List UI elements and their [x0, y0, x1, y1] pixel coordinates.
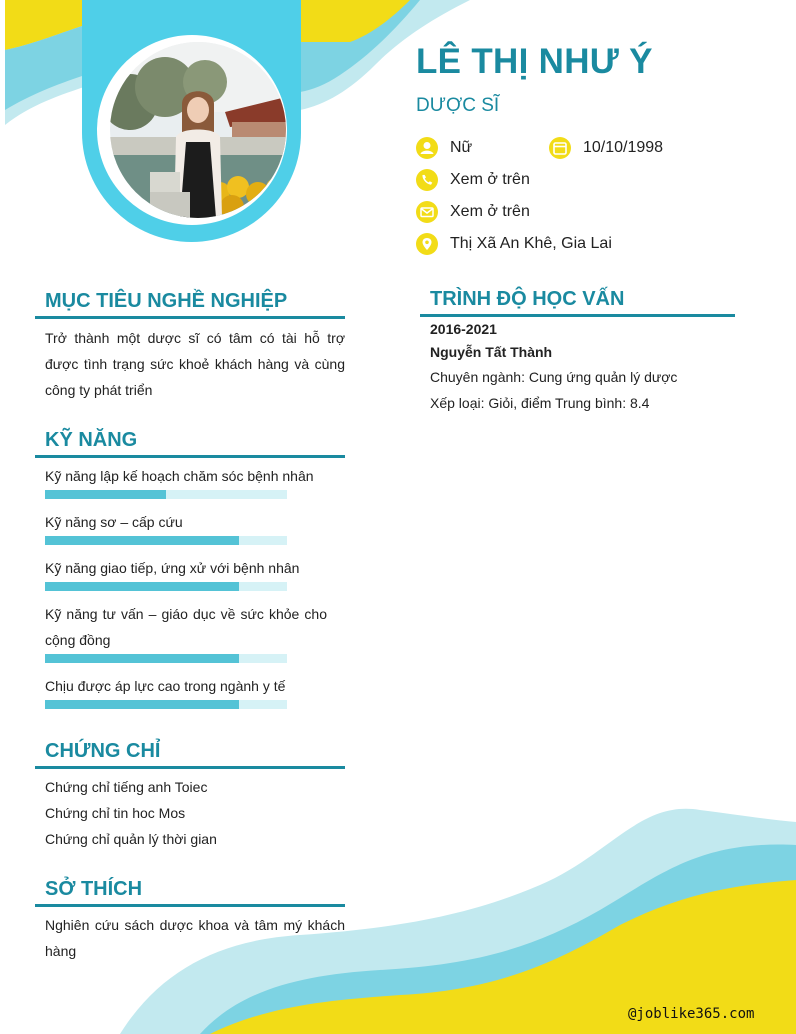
- skill-bar-fill: [45, 490, 166, 499]
- education-school: Nguyễn Tất Thành: [430, 344, 553, 360]
- education-period: 2016-2021: [430, 321, 497, 337]
- skill-bar-fill: [45, 582, 239, 591]
- skill-bar: [45, 654, 287, 663]
- skills-title: KỸ NĂNG: [45, 429, 138, 451]
- education-divider: [420, 314, 735, 317]
- skill-label: Kỹ năng giao tiếp, ứng xử với bệnh nhân: [45, 560, 300, 576]
- certificates-divider: [35, 766, 345, 769]
- birthday-row: [549, 137, 663, 159]
- education-grade: Xếp loại: Giỏi, điểm Trung bình: 8.4: [430, 395, 650, 411]
- job-title: DƯỢC SĨ: [416, 95, 500, 116]
- candidate-name: LÊ THỊ NHƯ Ý: [416, 42, 653, 81]
- certificates-title: CHỨNG CHỈ: [45, 740, 161, 762]
- certificate-item: Chứng chỉ tiếng anh Toiec: [45, 779, 208, 795]
- address-row: [416, 233, 612, 255]
- skill-bar-fill: [45, 654, 239, 663]
- skill-bar: [45, 536, 287, 545]
- skill-bar: [45, 490, 287, 499]
- career-goal-text: Trở thành một dược sĩ có tâm có tài hỗ trợ được tình trạng sức khoẻ khách hàng và cùng công ty phát triển: [45, 330, 345, 398]
- location-icon: [416, 233, 438, 255]
- mail-icon: [416, 201, 438, 223]
- hobbies-divider: [35, 904, 345, 907]
- phone-text: Xem ở trên: [450, 171, 530, 188]
- skill-label: Kỹ năng sơ – cấp cứu: [45, 514, 183, 530]
- skills-divider: [35, 455, 345, 458]
- education-major: Chuyên ngành: Cung ứng quản lý dược: [430, 369, 678, 385]
- certificate-item: Chứng chỉ tin hoc Mos: [45, 805, 186, 821]
- phone-icon: [416, 169, 438, 191]
- education-title: TRÌNH ĐỘ HỌC VẤN: [430, 288, 625, 310]
- skill-bar: [45, 582, 287, 591]
- birthday-text: 10/10/1998: [583, 139, 664, 156]
- skill-bar: [45, 700, 287, 709]
- skill-label: Chịu được áp lực cao trong ngành y tế: [45, 678, 286, 694]
- calendar-icon: [549, 137, 571, 159]
- skill-label: Kỹ năng lập kế hoạch chăm sóc bệnh nhân: [45, 468, 314, 484]
- address-text: Thị Xã An Khê, Gia Lai: [450, 235, 612, 252]
- career-goal-divider: [35, 316, 345, 319]
- user-icon: [416, 137, 438, 159]
- skill-bar-fill: [45, 536, 239, 545]
- gender-row: [416, 137, 472, 159]
- gender-text: Nữ: [450, 139, 473, 156]
- email-text: Xem ở trên: [450, 203, 530, 220]
- skill-label: Kỹ năng tư vấn – giáo dục về sức khỏe cho cộng đồng: [45, 606, 327, 648]
- career-goal-title: MỤC TIÊU NGHỀ NGHIỆP: [45, 290, 288, 312]
- hobbies-title: SỞ THÍCH: [45, 878, 143, 900]
- phone-row: [416, 169, 530, 191]
- hobbies-text: Nghiên cứu sách dược khoa và tâm mý khách hàng: [45, 917, 345, 959]
- skill-bar-fill: [45, 700, 239, 709]
- certificate-item: Chứng chỉ quản lý thời gian: [45, 831, 217, 847]
- profile-photo: [110, 42, 286, 218]
- watermark: @joblike365.com: [628, 1006, 755, 1022]
- email-row: [416, 201, 530, 223]
